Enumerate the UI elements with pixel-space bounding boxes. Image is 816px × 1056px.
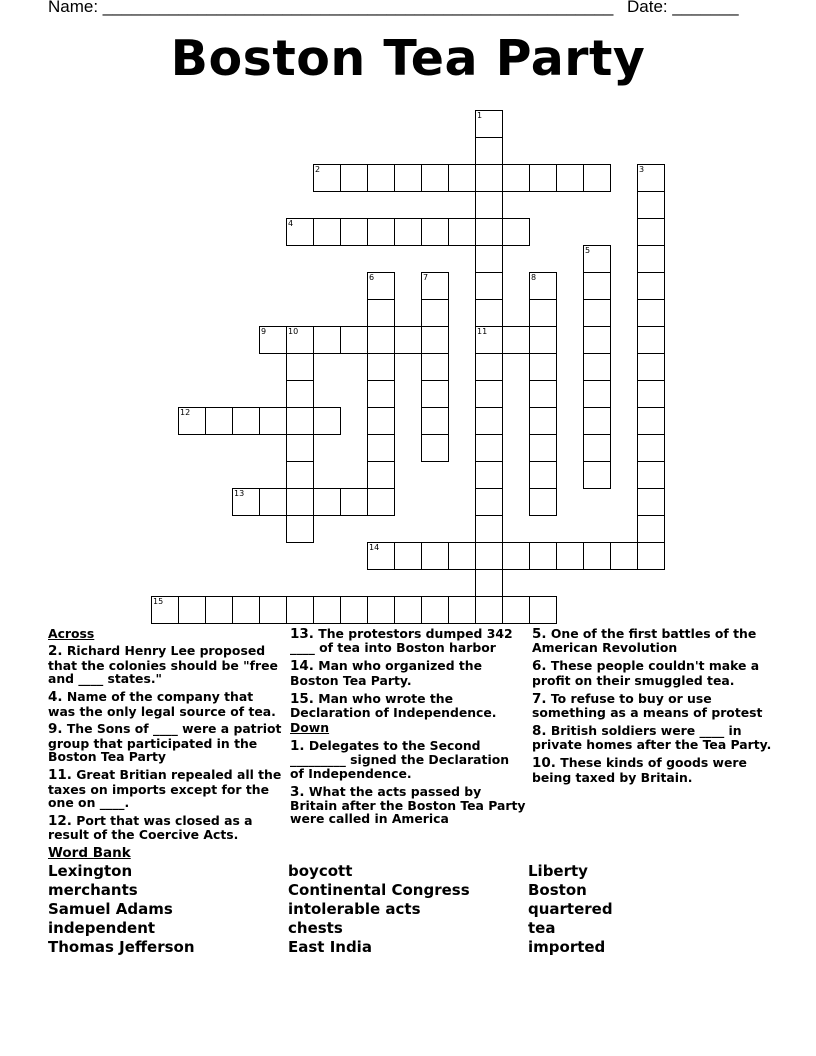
- crossword-cell[interactable]: [394, 542, 422, 570]
- clue-number-label: 12: [180, 408, 191, 417]
- word-bank-item: Thomas Jefferson: [48, 938, 195, 956]
- clue-number: 9.: [48, 721, 63, 738]
- crossword-cell[interactable]: [421, 434, 449, 462]
- crossword-cell[interactable]: [502, 596, 530, 624]
- word-bank-item: tea: [528, 919, 556, 937]
- crossword-cell[interactable]: [313, 407, 341, 435]
- clue-text: Name of the company that was the only legal source of tea.: [48, 689, 276, 719]
- clue-number: 13.: [290, 626, 314, 642]
- word-bank-column-2: [288, 862, 470, 957]
- crossword-cell[interactable]: [367, 488, 395, 516]
- word-bank-item: independent: [48, 919, 156, 937]
- clue-across: [290, 692, 526, 720]
- crossword-cell[interactable]: [448, 218, 476, 246]
- crossword-cell[interactable]: [421, 542, 449, 570]
- crossword-cell[interactable]: [475, 461, 503, 489]
- crossword-cell[interactable]: [367, 218, 395, 246]
- clue-down: [290, 785, 526, 826]
- crossword-cell[interactable]: [637, 218, 665, 246]
- crossword-cell[interactable]: [529, 488, 557, 516]
- clue-number-label: 8: [531, 273, 537, 282]
- crossword-cell[interactable]: [583, 299, 611, 327]
- crossword-cell[interactable]: [232, 596, 260, 624]
- crossword-cell[interactable]: [259, 596, 287, 624]
- crossword-cell[interactable]: [286, 488, 314, 516]
- clue-text: These kinds of goods were being taxed by Britain.: [532, 755, 747, 785]
- clue-number: 10.: [532, 755, 556, 772]
- word-bank-item: Lexington: [48, 862, 133, 880]
- word-bank-item: intolerable acts: [288, 900, 421, 918]
- clue-down: [290, 739, 526, 780]
- crossword-cell[interactable]: [529, 164, 557, 192]
- crossword-cell[interactable]: [367, 434, 395, 462]
- clue-text: Port that was closed as a result of the Coercive Acts.: [48, 812, 253, 843]
- crossword-cell[interactable]: [448, 596, 476, 624]
- crossword-cell[interactable]: [340, 164, 368, 192]
- crossword-cell[interactable]: [286, 515, 314, 543]
- crossword-cell[interactable]: [367, 326, 395, 354]
- crossword-cell[interactable]: [421, 164, 449, 192]
- crossword-cell[interactable]: [583, 353, 611, 381]
- word-bank-item: boycott: [288, 862, 353, 880]
- crossword-cell[interactable]: [637, 380, 665, 408]
- crossword-cell[interactable]: [583, 164, 611, 192]
- clue-across: [290, 627, 526, 655]
- crossword-cell[interactable]: [421, 407, 449, 435]
- crossword-cell[interactable]: [367, 596, 395, 624]
- clue-number-label: 10: [288, 327, 299, 336]
- clues-column-1: [48, 627, 284, 846]
- crossword-cell[interactable]: [475, 569, 503, 597]
- crossword-cell[interactable]: [367, 272, 395, 300]
- clue-number: 6.: [532, 658, 547, 675]
- clue-text: One of the first battles of the American Revolution: [532, 626, 757, 656]
- crossword-cell[interactable]: [475, 164, 503, 192]
- crossword-cell[interactable]: [475, 191, 503, 219]
- crossword-cell[interactable]: [421, 353, 449, 381]
- crossword-cell[interactable]: [259, 488, 287, 516]
- crossword-cell[interactable]: [475, 488, 503, 516]
- page-title: Boston Tea Party: [170, 30, 646, 87]
- crossword-cell[interactable]: [394, 164, 422, 192]
- crossword-cell[interactable]: [529, 596, 557, 624]
- crossword-cell[interactable]: [151, 596, 179, 624]
- clue-text: These people couldn't make a profit on their smuggled tea.: [532, 658, 760, 688]
- crossword-cell[interactable]: [313, 488, 341, 516]
- crossword-cell[interactable]: [421, 299, 449, 327]
- crossword-cell[interactable]: [421, 272, 449, 300]
- crossword-cell[interactable]: [475, 272, 503, 300]
- clue-text: What the acts passed by Britain after the Boston Tea Party were called in America: [290, 783, 526, 827]
- crossword-cell[interactable]: [286, 596, 314, 624]
- crossword-cell[interactable]: [367, 353, 395, 381]
- clue-number-label: 11: [477, 327, 488, 336]
- crossword-cell[interactable]: [340, 596, 368, 624]
- clue-number: 7.: [532, 690, 547, 707]
- crossword-cell[interactable]: [313, 596, 341, 624]
- crossword-cell[interactable]: [421, 380, 449, 408]
- clue-number: 5.: [532, 626, 547, 642]
- crossword-cell[interactable]: [637, 353, 665, 381]
- word-bank-column-3: [528, 862, 613, 957]
- clue-across: [48, 722, 284, 763]
- clue-number: 11.: [48, 767, 72, 784]
- word-bank-item: quartered: [528, 900, 613, 918]
- clue-text: Man who organized the Boston Tea Party.: [290, 658, 483, 688]
- crossword-cell[interactable]: [529, 407, 557, 435]
- clue-number-label: 4: [288, 219, 294, 228]
- crossword-cell[interactable]: [475, 515, 503, 543]
- name-field[interactable]: Name: ______________________________________________________: [48, 0, 614, 16]
- crossword-cell[interactable]: [529, 461, 557, 489]
- crossword-cell[interactable]: [529, 434, 557, 462]
- word-bank-item: Continental Congress: [288, 881, 470, 899]
- crossword-cell[interactable]: [286, 218, 314, 246]
- crossword-cell[interactable]: [556, 164, 584, 192]
- word-bank-heading: Word Bank: [48, 845, 131, 861]
- word-bank-column-1: [48, 862, 195, 957]
- crossword-cell[interactable]: [475, 596, 503, 624]
- clue-down: [532, 756, 772, 784]
- crossword-cell[interactable]: [286, 380, 314, 408]
- crossword-cell[interactable]: [475, 299, 503, 327]
- clue-across: [48, 768, 284, 809]
- crossword-cell[interactable]: [637, 461, 665, 489]
- clue-number-label: 13: [234, 489, 245, 498]
- date-field[interactable]: Date: _______: [627, 0, 739, 16]
- crossword-cell[interactable]: [637, 245, 665, 273]
- crossword-cell[interactable]: [232, 488, 260, 516]
- crossword-cell[interactable]: [475, 137, 503, 165]
- crossword-cell[interactable]: [502, 218, 530, 246]
- crossword-cell[interactable]: [529, 299, 557, 327]
- down-heading: Down: [290, 720, 330, 736]
- crossword-cell[interactable]: [313, 218, 341, 246]
- clues-column-2: [290, 627, 526, 830]
- clue-down: [532, 692, 772, 720]
- clue-across: [48, 644, 284, 685]
- crossword-cell[interactable]: [637, 407, 665, 435]
- crossword-cell[interactable]: [232, 407, 260, 435]
- crossword-cell[interactable]: [367, 461, 395, 489]
- word-bank-item: chests: [288, 919, 343, 937]
- crossword-cell[interactable]: [583, 380, 611, 408]
- crossword-cell[interactable]: [637, 191, 665, 219]
- crossword-cell[interactable]: [259, 326, 287, 354]
- crossword-cell[interactable]: [502, 326, 530, 354]
- crossword-cell[interactable]: [286, 461, 314, 489]
- crossword-cell[interactable]: [637, 515, 665, 543]
- crossword-cell[interactable]: [475, 542, 503, 570]
- crossword-cell[interactable]: [637, 272, 665, 300]
- crossword-cell[interactable]: [637, 542, 665, 570]
- crossword-cell[interactable]: [394, 326, 422, 354]
- crossword-cell[interactable]: [340, 326, 368, 354]
- crossword-cell[interactable]: [205, 407, 233, 435]
- clue-number: 1.: [290, 737, 305, 754]
- crossword-cell[interactable]: [313, 164, 341, 192]
- clue-number: 8.: [532, 722, 547, 739]
- crossword-cell[interactable]: [529, 326, 557, 354]
- clue-across: [290, 659, 526, 687]
- crossword-cell[interactable]: [583, 245, 611, 273]
- crossword-cell[interactable]: [583, 272, 611, 300]
- clue-number: 14.: [290, 658, 314, 675]
- clue-number: 15.: [290, 690, 314, 707]
- crossword-cell[interactable]: [637, 488, 665, 516]
- clue-number-label: 9: [261, 327, 267, 336]
- crossword-cell[interactable]: [529, 272, 557, 300]
- crossword-cell[interactable]: [340, 488, 368, 516]
- word-bank-item: imported: [528, 938, 606, 956]
- crossword-cell[interactable]: [583, 434, 611, 462]
- word-bank-item: Boston: [528, 881, 587, 899]
- clue-number-label: 1: [477, 111, 483, 120]
- crossword-cell[interactable]: [475, 218, 503, 246]
- word-bank-item: Liberty: [528, 862, 588, 880]
- clue-text: The Sons of ____ were a patriot group that participated in the Boston Tea Party: [48, 721, 282, 765]
- clue-text: British soldiers were ____ in private homes after the Tea Party.: [532, 722, 772, 753]
- clue-number-label: 15: [153, 597, 164, 606]
- crossword-cell[interactable]: [205, 596, 233, 624]
- crossword-cell[interactable]: [448, 164, 476, 192]
- clue-number: 3.: [290, 783, 305, 800]
- clue-number: 12.: [48, 812, 72, 829]
- crossword-cell[interactable]: [259, 407, 287, 435]
- crossword-cell[interactable]: [286, 434, 314, 462]
- clue-number: 4.: [48, 689, 63, 706]
- crossword-cell[interactable]: [583, 326, 611, 354]
- crossword-cell[interactable]: [529, 542, 557, 570]
- crossword-cell[interactable]: [421, 218, 449, 246]
- crossword-cell[interactable]: [475, 245, 503, 273]
- crossword-cell[interactable]: [610, 542, 638, 570]
- crossword-cell[interactable]: [475, 434, 503, 462]
- crossword-cell[interactable]: [637, 299, 665, 327]
- crossword-cell[interactable]: [556, 542, 584, 570]
- crossword-cell[interactable]: [583, 542, 611, 570]
- clue-down: [532, 724, 772, 752]
- clue-text: Richard Henry Lee proposed that the colonies should be "free and ____ states.": [48, 643, 278, 687]
- clue-number-label: 14: [369, 543, 380, 552]
- crossword-cell[interactable]: [313, 326, 341, 354]
- crossword-cell[interactable]: [502, 542, 530, 570]
- crossword-cell[interactable]: [475, 353, 503, 381]
- crossword-cell[interactable]: [583, 407, 611, 435]
- crossword-cell[interactable]: [475, 326, 503, 354]
- clue-down: [532, 627, 772, 655]
- crossword-cell[interactable]: [367, 407, 395, 435]
- crossword-cell[interactable]: [475, 380, 503, 408]
- crossword-cell[interactable]: [394, 596, 422, 624]
- crossword-cell[interactable]: [637, 326, 665, 354]
- clue-number-label: 3: [639, 165, 645, 174]
- crossword-cell[interactable]: [637, 164, 665, 192]
- crossword-cell[interactable]: [475, 407, 503, 435]
- clue-number-label: 7: [423, 273, 429, 282]
- crossword-cell[interactable]: [367, 542, 395, 570]
- word-bank-item: Samuel Adams: [48, 900, 173, 918]
- clue-text: Man who wrote the Declaration of Independence.: [290, 690, 497, 721]
- crossword-cell[interactable]: [178, 596, 206, 624]
- clues-column-3: [532, 627, 772, 789]
- clue-text: The protestors dumped 342 ____ of tea into Boston harbor: [290, 626, 513, 656]
- crossword-cell[interactable]: [367, 380, 395, 408]
- clue-number-label: 6: [369, 273, 375, 282]
- crossword-cell[interactable]: [178, 407, 206, 435]
- word-bank-item: merchants: [48, 881, 138, 899]
- crossword-cell[interactable]: [421, 326, 449, 354]
- crossword-cell[interactable]: [367, 164, 395, 192]
- crossword-cell[interactable]: [367, 299, 395, 327]
- crossword-cell[interactable]: [583, 461, 611, 489]
- crossword-cell[interactable]: [529, 353, 557, 381]
- clue-number-label: 2: [315, 165, 321, 174]
- crossword-cell[interactable]: [421, 596, 449, 624]
- clue-text: Delegates to the Second _________ signed the Declaration of Independence.: [290, 737, 510, 781]
- crossword-cell[interactable]: [286, 326, 314, 354]
- crossword-cell[interactable]: [637, 434, 665, 462]
- crossword-cell[interactable]: [286, 407, 314, 435]
- crossword-cell[interactable]: [394, 218, 422, 246]
- clue-text: To refuse to buy or use something as a means of protest: [532, 690, 763, 721]
- crossword-cell[interactable]: [502, 164, 530, 192]
- clue-number-label: 5: [585, 246, 591, 255]
- clue-across: [48, 690, 284, 718]
- crossword-cell[interactable]: [475, 110, 503, 138]
- clue-across: [48, 814, 284, 842]
- clue-text: Great Britian repealed all the taxes on imports except for the one on ____.: [48, 767, 282, 810]
- clue-down: [532, 659, 772, 687]
- crossword-cell[interactable]: [286, 353, 314, 381]
- crossword-cell[interactable]: [529, 380, 557, 408]
- word-bank-item: East India: [288, 938, 372, 956]
- across-heading: Across: [48, 626, 95, 641]
- crossword-cell[interactable]: [448, 542, 476, 570]
- crossword-cell[interactable]: [340, 218, 368, 246]
- clue-number: 2.: [48, 643, 63, 660]
